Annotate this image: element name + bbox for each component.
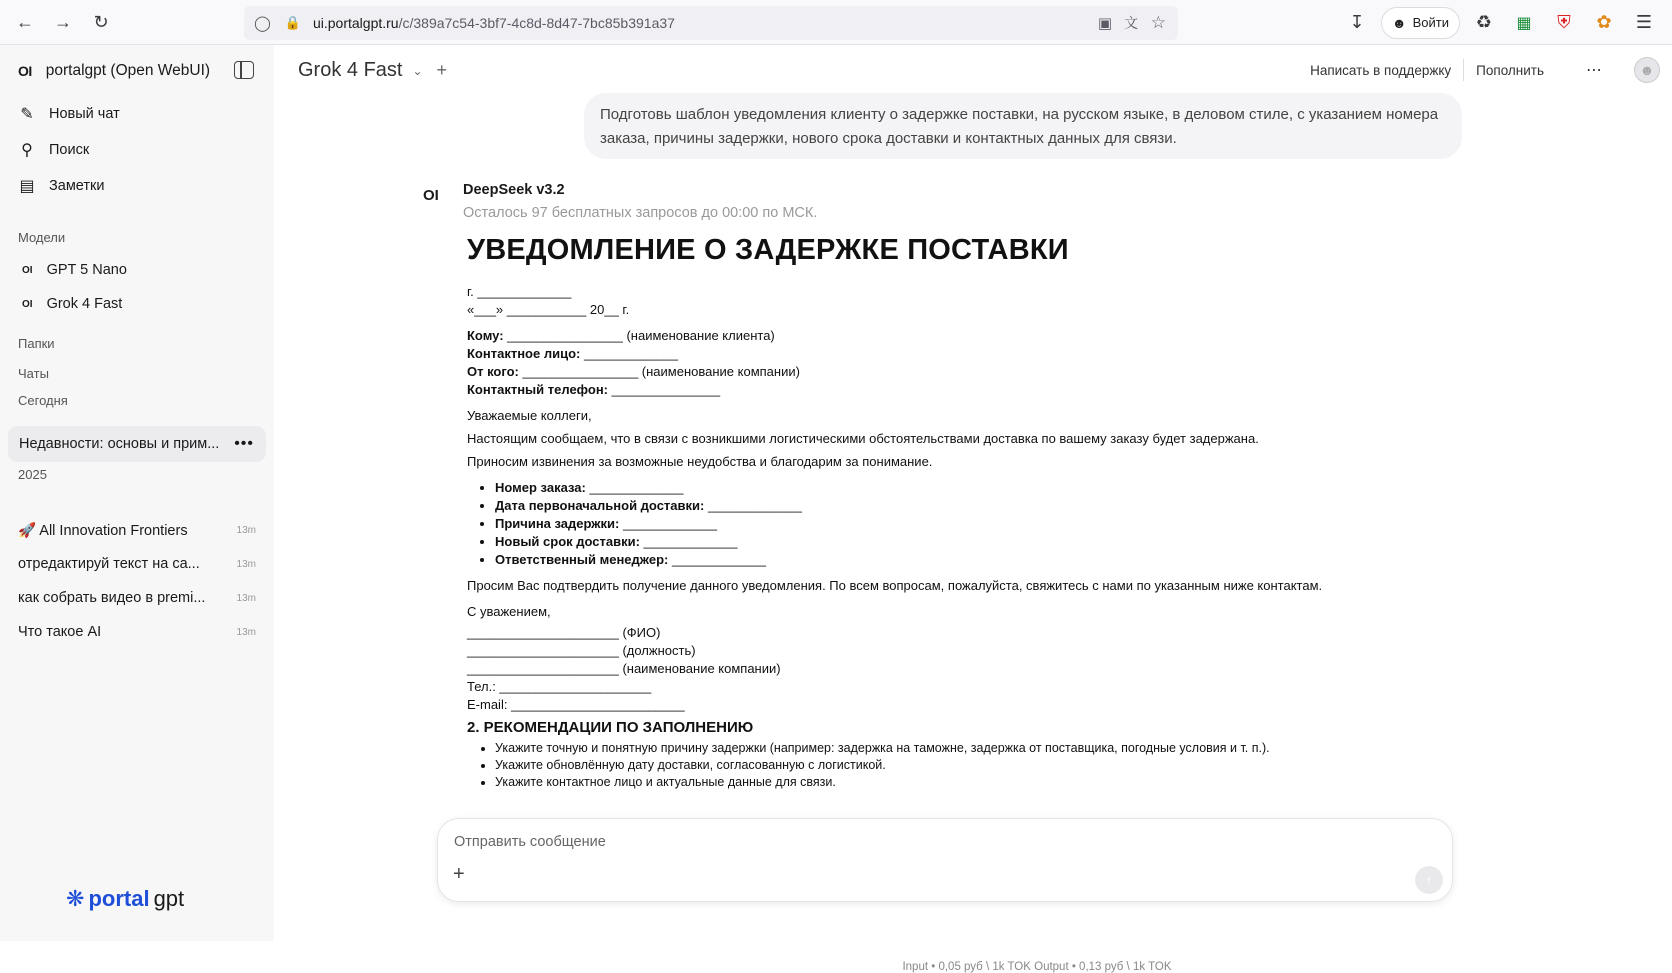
- assistant-response: [467, 233, 1417, 790]
- chat-item[interactable]: [18, 522, 256, 539]
- chat-time: 13m: [236, 558, 256, 570]
- model-badge: OI: [22, 298, 33, 310]
- reload-icon[interactable]: ↻: [93, 11, 109, 32]
- list-item: • Укажите обновлённую дату доставки, согласованную с логистикой.: [495, 756, 1417, 773]
- chat-title: 🚀 All Innovation Frontiers: [18, 523, 188, 539]
- login-button[interactable]: [1381, 7, 1460, 39]
- model-label: Grok 4 Fast: [46, 296, 123, 312]
- main-area: [274, 45, 1672, 973]
- user-message: Подготовь шаблон уведомления клиенту о задержке поставки, на русском языке, в деловом стиле, с указанием номера заказа, причины задержки, нового срока доставки и контактных данных для связи.: [584, 93, 1462, 159]
- folders-section-label[interactable]: Папки: [18, 336, 55, 351]
- doc-para3: Просим Вас подтвердить получение данного уведомления. По всем вопросам, пожалуйста, свяжитесь с нами по указанным ниже контактам.: [467, 578, 1323, 593]
- app-logo[interactable]: OI: [18, 63, 32, 79]
- bookmark-star-icon[interactable]: ☆: [1150, 13, 1166, 32]
- model-badge: OI: [22, 264, 33, 276]
- brand-portal: portal: [88, 886, 150, 911]
- browser-toolbar: [0, 0, 1672, 45]
- attach-plus-icon[interactable]: +: [453, 863, 465, 885]
- brand-logo: [66, 886, 184, 912]
- doc-phone: Контактный телефон: _______________: [467, 382, 721, 397]
- doc-from: От кого: ________________ (наименование компании): [467, 364, 800, 379]
- more-icon[interactable]: ⋯: [1586, 62, 1602, 79]
- doc-sig-name: _____________________ (ФИО): [467, 625, 661, 640]
- assistant-avatar: OI: [423, 187, 439, 204]
- sidebar-model-gpt5nano[interactable]: [22, 262, 127, 278]
- send-arrow-icon[interactable]: ↑: [1415, 866, 1443, 894]
- toolbar-right: [1341, 0, 1672, 45]
- url-path: /c/389a7c54-3bf7-4c8d-8d47-7bc85b391a37: [398, 15, 675, 31]
- year-group-label: 2025: [18, 467, 47, 482]
- avatar[interactable]: ☻: [1634, 57, 1660, 83]
- more-options-icon[interactable]: •••: [234, 435, 254, 452]
- pricing-info: Input • 0,05 руб \ 1k TOK Output • 0,13 руб \ 1k TOK: [902, 961, 1172, 973]
- chat-title: отредактируй текст на са...: [18, 556, 200, 572]
- list-item: • Причина задержки: _____________: [495, 515, 1417, 533]
- doc-title: УВЕДОМЛЕНИЕ О ЗАДЕРЖКЕ ПОСТАВКИ: [467, 234, 1069, 266]
- lock-icon[interactable]: 🔒: [284, 15, 301, 30]
- shield-icon[interactable]: ◯: [254, 15, 271, 32]
- list-item: • Номер заказа: _____________: [495, 479, 1417, 497]
- sidebar: [0, 45, 274, 941]
- chat-time: 13m: [236, 592, 256, 604]
- grid-extension-icon[interactable]: ▦: [1516, 14, 1532, 32]
- search-icon: ⚲: [21, 142, 33, 159]
- message-input[interactable]: [454, 829, 1354, 855]
- doc-to: Кому: ________________ (наименование клиента): [467, 328, 775, 343]
- topup-link[interactable]: Пополнить: [1476, 62, 1544, 78]
- doc-greeting: Уважаемые коллеги,: [467, 408, 592, 423]
- chat-item[interactable]: [18, 590, 256, 606]
- gear-logo-icon: ❋: [66, 886, 85, 911]
- notes-icon: ▤: [19, 178, 35, 195]
- doc-para1: Настоящим сообщаем, что в связи с возникшими логистическими обстоятельствами доставка по вашему заказу будет задержана.: [467, 431, 1259, 446]
- chat-title: Недавности: основы и прим...: [19, 436, 220, 452]
- list-item: • Дата первоначальной доставки: _____________: [495, 497, 1417, 515]
- chat-time: 13m: [236, 525, 256, 536]
- account-icon: ☻: [1391, 14, 1407, 31]
- brand-gpt: gpt: [153, 886, 185, 911]
- address-bar[interactable]: [244, 6, 1178, 40]
- chat-item-active[interactable]: [8, 426, 266, 462]
- doc-para2: Приносим извинения за возможные неудобства и благодарим за понимание.: [467, 454, 933, 469]
- list-item: • Новый срок доставки: _____________: [495, 533, 1417, 551]
- new-chat-label: Новый чат: [49, 106, 120, 122]
- reader-icon[interactable]: ▣: [1097, 15, 1112, 32]
- edit-icon: ✎: [20, 106, 34, 123]
- list-item: • Ответственный менеджер: _____________: [495, 551, 1417, 569]
- doc-recs-list: [495, 739, 1417, 790]
- notes-label: Заметки: [49, 178, 105, 194]
- forward-icon[interactable]: →: [54, 11, 72, 32]
- doc-section2-title: 2. РЕКОМЕНДАЦИИ ПО ЗАПОЛНЕНИЮ: [467, 719, 754, 736]
- doc-regards: С уважением,: [467, 604, 551, 619]
- back-icon[interactable]: ←: [16, 11, 34, 32]
- chat-title: Что такое AI: [18, 624, 102, 640]
- list-item: • Укажите контактное лицо и актуальные данные для связи.: [495, 773, 1417, 790]
- notes-button[interactable]: [18, 177, 104, 195]
- extensions-icon[interactable]: ♻: [1475, 12, 1493, 32]
- model-name[interactable]: Grok 4 Fast: [298, 59, 403, 81]
- doc-fields-list: [495, 479, 1417, 569]
- divider: [1463, 59, 1464, 81]
- message-composer: [437, 818, 1453, 902]
- search-label: Поиск: [49, 142, 90, 158]
- colored-extension-icon[interactable]: ✿: [1596, 12, 1612, 32]
- model-label: GPT 5 Nano: [46, 262, 127, 278]
- today-group-label: Сегодня: [18, 393, 68, 408]
- chat-title: как собрать видео в premi...: [18, 590, 206, 606]
- doc-email: E-mail: ________________________: [467, 697, 685, 712]
- sidebar-header: [18, 62, 210, 80]
- chevron-down-icon[interactable]: ⌄: [412, 63, 423, 78]
- models-section-label: Модели: [18, 230, 66, 245]
- assistant-quota-note: Осталось 97 бесплатных запросов до 00:00 по МСК.: [463, 205, 818, 221]
- app-title[interactable]: portalgpt (Open WebUI): [45, 62, 211, 79]
- download-icon[interactable]: ↧: [1349, 12, 1365, 32]
- list-item: • Укажите точную и понятную причину задержки (например: задержка на таможне, задержка от поставщика, погодные условия и т. п.).: [495, 739, 1417, 756]
- chat-item[interactable]: [18, 624, 256, 640]
- doc-city: г. _____________: [467, 284, 572, 299]
- search-button[interactable]: [18, 141, 89, 159]
- model-selector[interactable]: [298, 59, 447, 82]
- sidebar-toggle-icon[interactable]: [234, 61, 254, 79]
- login-label: Войти: [1412, 15, 1449, 30]
- doc-contact: Контактное лицо: _____________: [467, 346, 678, 361]
- translate-icon[interactable]: 文: [1124, 15, 1138, 31]
- doc-date: «___» ___________ 20__ г.: [467, 302, 630, 317]
- assistant-name: DeepSeek v3.2: [463, 182, 565, 198]
- shield-extension-icon[interactable]: ⛨: [1557, 12, 1571, 32]
- url-host: ui.portalgpt.ru: [312, 15, 399, 31]
- doc-sig-position: _____________________ (должность): [467, 643, 696, 658]
- support-link[interactable]: Написать в поддержку: [1310, 62, 1452, 78]
- chats-section-label[interactable]: Чаты: [18, 366, 49, 381]
- new-chat-button[interactable]: [18, 105, 120, 123]
- header-actions: [1310, 57, 1660, 83]
- sidebar-model-grok4fast[interactable]: [22, 296, 122, 312]
- add-model-icon[interactable]: +: [436, 60, 448, 80]
- doc-sig-company: _____________________ (наименование компании): [467, 661, 781, 676]
- doc-tel: Тел.: _____________________: [467, 679, 652, 694]
- menu-icon[interactable]: ☰: [1635, 12, 1653, 32]
- chat-item[interactable]: [18, 556, 256, 572]
- chat-time: 13m: [236, 626, 256, 638]
